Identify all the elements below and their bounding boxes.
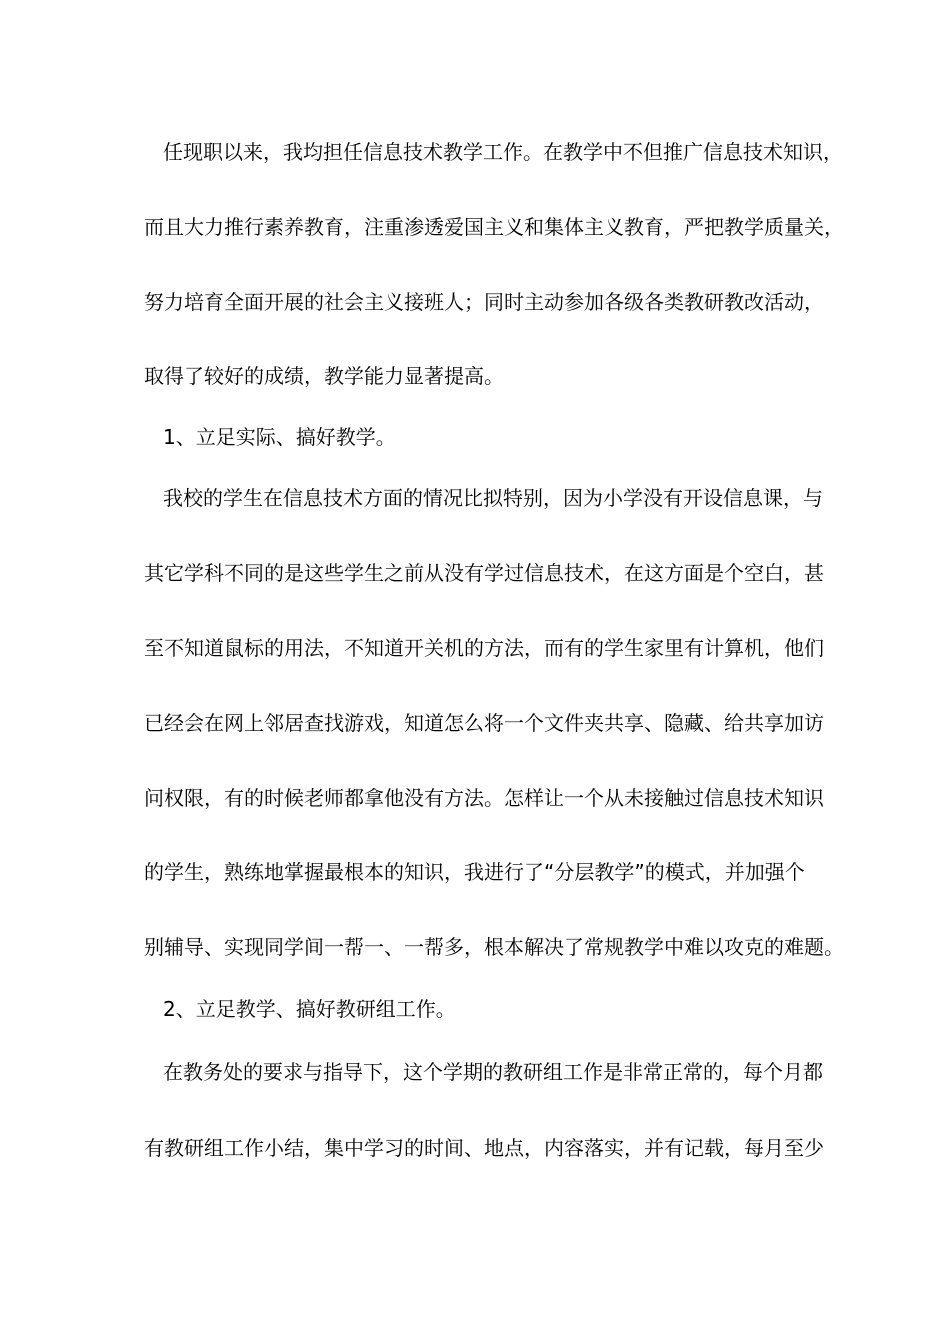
paragraph-line: 在教务处的要求与指导下，这个学期的教研组工作是非常正常的，每个月都: [163, 1060, 823, 1084]
section-heading-1: 1、立足实际、搞好教学。: [163, 425, 396, 449]
paragraph-line: 别辅导、实现同学间一帮一、一帮多，根本解决了常规教学中难以攻克的难题。: [144, 935, 844, 959]
section-heading-2: 2、立足教学、搞好教研组工作。: [163, 997, 456, 1021]
paragraph-line: 有教研组工作小结，集中学习的时间、地点，内容落实，并有记载，每月至少: [144, 1136, 824, 1160]
paragraph-line: 任现职以来，我均担任信息技术教学工作。在教学中不但推广信息技术知识，: [163, 140, 843, 164]
paragraph-line: 的学生，熟练地掌握最根本的知识，我进行了“分层教学”的模式，并加强个: [144, 860, 805, 884]
paragraph-line: 努力培育全面开展的社会主义接班人；同时主动参加各级各类教研教改活动，: [144, 290, 824, 314]
paragraph-line: 其它学科不同的是这些学生之前从没有学过信息技术，在这方面是个空白，甚: [144, 561, 824, 585]
paragraph-line: 已经会在网上邻居查找游戏，知道怎么将一个文件夹共享、隐藏、给共享加访: [144, 711, 824, 735]
paragraph-line: 问权限，有的时候老师都拿他没有方法。怎样让一个从未接触过信息技术知识: [144, 786, 824, 810]
paragraph-line: 至不知道鼠标的用法，不知道开关机的方法，而有的学生家里有计算机，他们: [144, 636, 824, 660]
paragraph-line: 而且大力推行素养教育，注重渗透爱国主义和集体主义教育，严把教学质量关，: [144, 215, 844, 239]
paragraph-line: 我校的学生在信息技术方面的情况比拟特别，因为小学没有开设信息课，与: [163, 486, 823, 510]
paragraph-line: 取得了较好的成绩，教学能力显著提高。: [144, 364, 504, 388]
